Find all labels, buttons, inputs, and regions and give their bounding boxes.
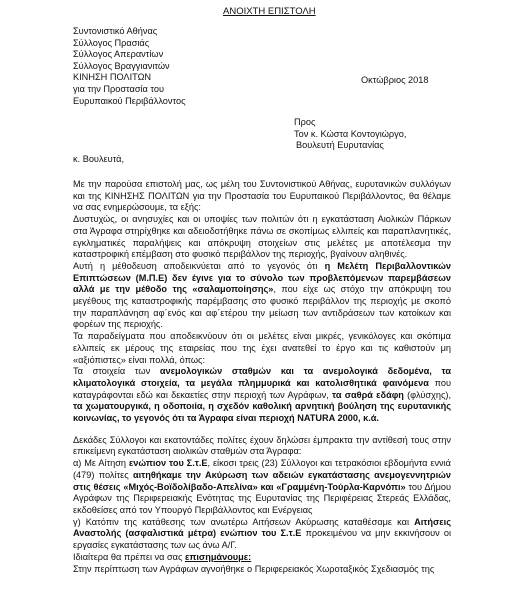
recipient-line: Τον κ. Κώστα Κοντογιώργο,	[294, 128, 407, 139]
paragraph: Στην περίπτωση των Αγράφων αγνοήθηκε ο Περιφερειακός Χωροταξικός Σχεδιασμός της	[73, 563, 435, 574]
paragraph: Με την παρούσα επιστολή μας, ως μέλη του Συντονιστικού Αθήνας, ευρυτανικών συλλόγων και της ΚΙΝΗΣΗΣ ΠΟΛΙΤΩΝ για την Προστασία του Ευρυπαικού Περιβάλλοντος, θα θέλαμε να σας ενημερώσουμε, τα εξής:	[73, 179, 451, 213]
recipient-block	[294, 117, 406, 152]
paragraph: α) Με Αίτηση ενώπιον του Σ.τ.Ε, είκοσι τρεις (23) Σύλλογοι και τετρακόσιοι εβδομήντα εννιά (479) πολίτες αιτηθήκαμε την Ακύρωση των αδειών εγκατάστασης ανεμογεννητριών στις θέσεις «Μιχός-Βοϊδολίβαδο-Απελίνα» και «Γραμμένη-Τούρλα-Καρνόπι» του Δήμου Αγράφων της Περιφερειακής Ενότητας της Ευρυτανίας της Περιφέρειας Στερεάς Ελλάδας, εκδοθείσες από τον Υπουργό Περιβάλλοντος και Ενέργειας	[73, 458, 451, 515]
paragraph: Αυτή η μέθοδευση αποδεικνύεται από το γεγονός ότι η Μελέτη Περιβαλλοντικών Επιπτώσεων (Μ.Π.Ε) δεν έγινε για το σύνολο των προβλεπόμενων παρεμβάσεων αλλά με την μέθοδο της «σαλαμοποίησης», που είχε ως στόχο την απόκρυψη του μεγέθους της καταστροφικής παρέμβασης στο φυσικό περιβάλλον της περιοχής με σκοπό την παραπλάνηση αφ΄ενός και αφ΄ετέρου την μείωση των αντιδράσεων των κατοίκων και φορέων της περιοχής.	[73, 260, 451, 330]
sender-line: ΚΙΝΗΣΗ ΠΟΛΙΤΩΝ	[73, 72, 152, 83]
paragraph: Τα παραδείγματα που αποδεικνύουν ότι οι μελέτες είναι μικρές, γενικόλογες και σκόπιμα ελλιπείς εκ μέρους της εταιρείας που της έχει ανατεθεί το έργο και τις καθιστούν μη «αξιόπιστες» είναι πολλά, όπως:	[73, 331, 451, 365]
sender-line: Συντονιστικό Αθήνας	[73, 26, 158, 36]
letter-date: Οκτώβριος 2018	[361, 75, 429, 85]
recipient-line: Προς	[294, 117, 316, 127]
sender-list	[73, 26, 186, 107]
paragraph: Δυστυχώς, οι ανησυχίες και οι υποψίες των πολιτών ότι η εγκατάσταση Αιολικών Πάρκων στα Άγραφα στηρίχθηκε και αδειοδοτήθηκε πάνω σε σκοπίμως ελλιπείς και παραπλανητικές, εγκληματικές παραλήψεις και απόκρυψη στοιχείων στις μελέτες με αποτέλεσμα την καταστροφική επέμβαση στο φυσικό περιβάλλον της περιοχής, βγαίνουν αληθινές.	[73, 214, 451, 260]
recipient-line: Βουλευτή Ευρυτανίας	[296, 140, 384, 151]
sender-line: Σύλλογος Πρασιάς	[73, 37, 150, 48]
sender-line: Ευρυπαικού Περιβάλλοντος	[73, 95, 186, 106]
salutation: κ. Βουλευτά,	[73, 154, 125, 164]
letter-title: ΑΝΟΙΧΤΗ ΕΠΙΣΤΟΛΗ	[223, 6, 316, 17]
paragraph: Ιδιαίτερα θα πρέπει να σας επισημάνουμε:	[73, 551, 252, 562]
sender-line: Σύλλογος Απεραντίων	[73, 49, 164, 60]
letter-body	[73, 179, 451, 575]
paragraph: γ) Κατόπιν της κατάθεσης των ανωτέρω Αιτήσεων Ακύρωσης καταθέσαμε και Αιτήσεις Αναστολής (ασφαλιστικά μέτρα) ενώπιον του Σ.τ.Ε προκειμένου να μην εκκινήσουν οι εργασίες εγκατάστασης των ως άνω Α/Γ.	[73, 516, 452, 551]
paragraph: Δεκάδες Σύλλογοι και εκατοντάδες πολίτες έχουν δηλώσει έμπρακτα την αντίθεσή τους στην επικείμενη εγκατάσταση αιολικών σταθμών στα Άγραφα:	[73, 434, 451, 457]
sender-line: Σύλλογος Βραγγιανιτών	[73, 60, 170, 71]
sender-line: για την Προστασία του	[73, 83, 165, 94]
paragraph: Τα στοιχεία των ανεμολογικών σταθμών και τα ανεμολογικά δεδομένα, τα κλιματολογικά στοιχεία, τα μεγάλα πλημμυρικά και κατολισθητικά φαινόμενα που καταγράφονται εδώ και δεκαετίες στην περιοχή των Αγράφων, τα σαθρά εδάφη (φλύσχης), τα χωματουργικά, η οδοποιία, η σχεδόν καθολική αρνητική βούληση της ευρυτανικής κοινωνίας, το γεγονός ότι τα Άγραφα είναι περιοχή NATURA 2000, κ.ά.	[73, 366, 452, 424]
